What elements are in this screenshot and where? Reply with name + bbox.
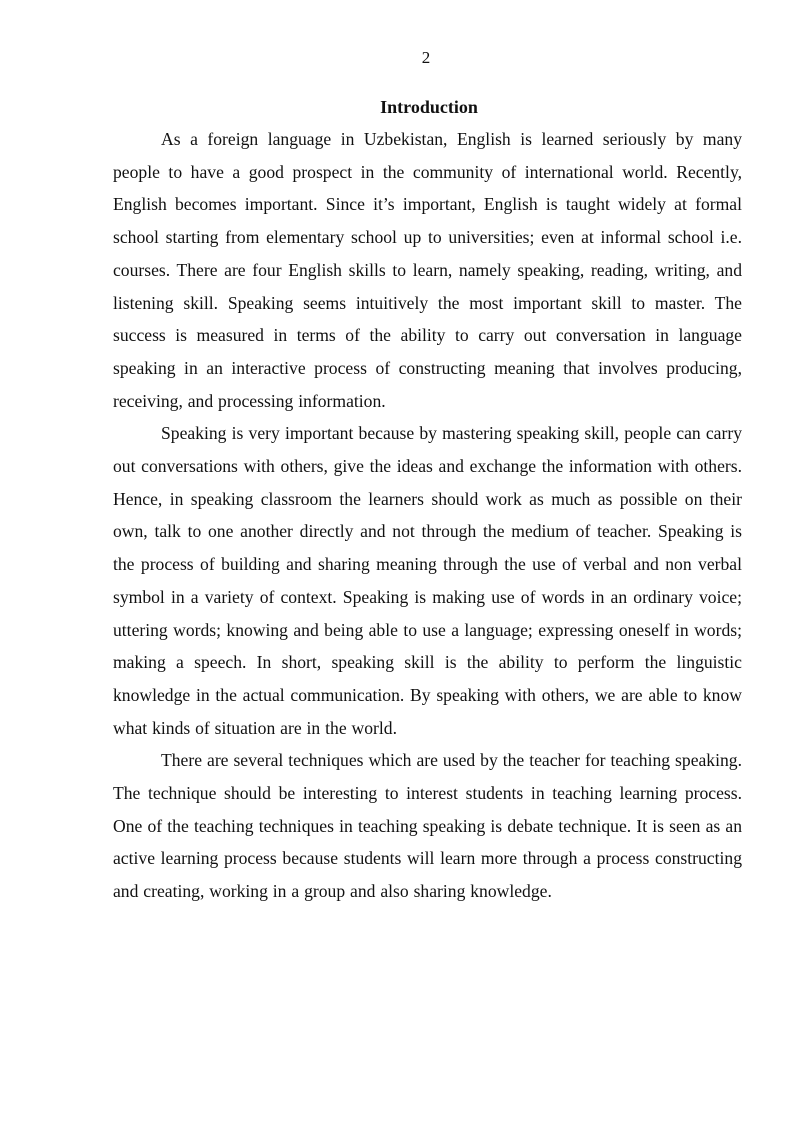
body-text xyxy=(113,123,742,908)
paragraph-1: As a foreign language in Uzbekistan, English is learned seriously by many people to have a good prospect in the community of international world. Recently, English becomes important. Since it’s important, English is taught widely at formal school starting from elementary school up to universities; even at informal school i.e. courses. There are four English skills to learn, namely speaking, reading, writing, and listening skill. Speaking seems intuitively the most important skill to master. The success is measured in terms of the ability to carry out conversation in language speaking in an interactive process of constructing meaning that involves producing, receiving, and processing information. xyxy=(113,129,742,411)
page-number: 2 xyxy=(421,48,431,67)
paragraph-2: Speaking is very important because by mastering speaking skill, people can carry out conversations with others, give the ideas and exchange the information with others. Hence, in speaking classroom the learners should work as much as possible on their own, talk to one another directly and not through the medium of teacher. Speaking is the process of building and sharing meaning through the use of verbal and non verbal symbol in a variety of context. Speaking is making use of words in an ordinary voice; uttering words; knowing and being able to use a language; expressing oneself in words; making a speech. In short, speaking skill is the ability to perform the linguistic knowledge in the actual communication. By speaking with others, we are able to know what kinds of situation are in the world. xyxy=(113,423,742,738)
section-title: Introduction xyxy=(380,97,478,117)
paragraph-3: There are several techniques which are used by the teacher for teaching speaking. The technique should be interesting to interest students in teaching learning process. One of the teaching techniques in teaching speaking is debate technique. It is seen as an active learning process because students will learn more through a process constructing and creating, working in a group and also sharing knowledge. xyxy=(113,750,742,902)
